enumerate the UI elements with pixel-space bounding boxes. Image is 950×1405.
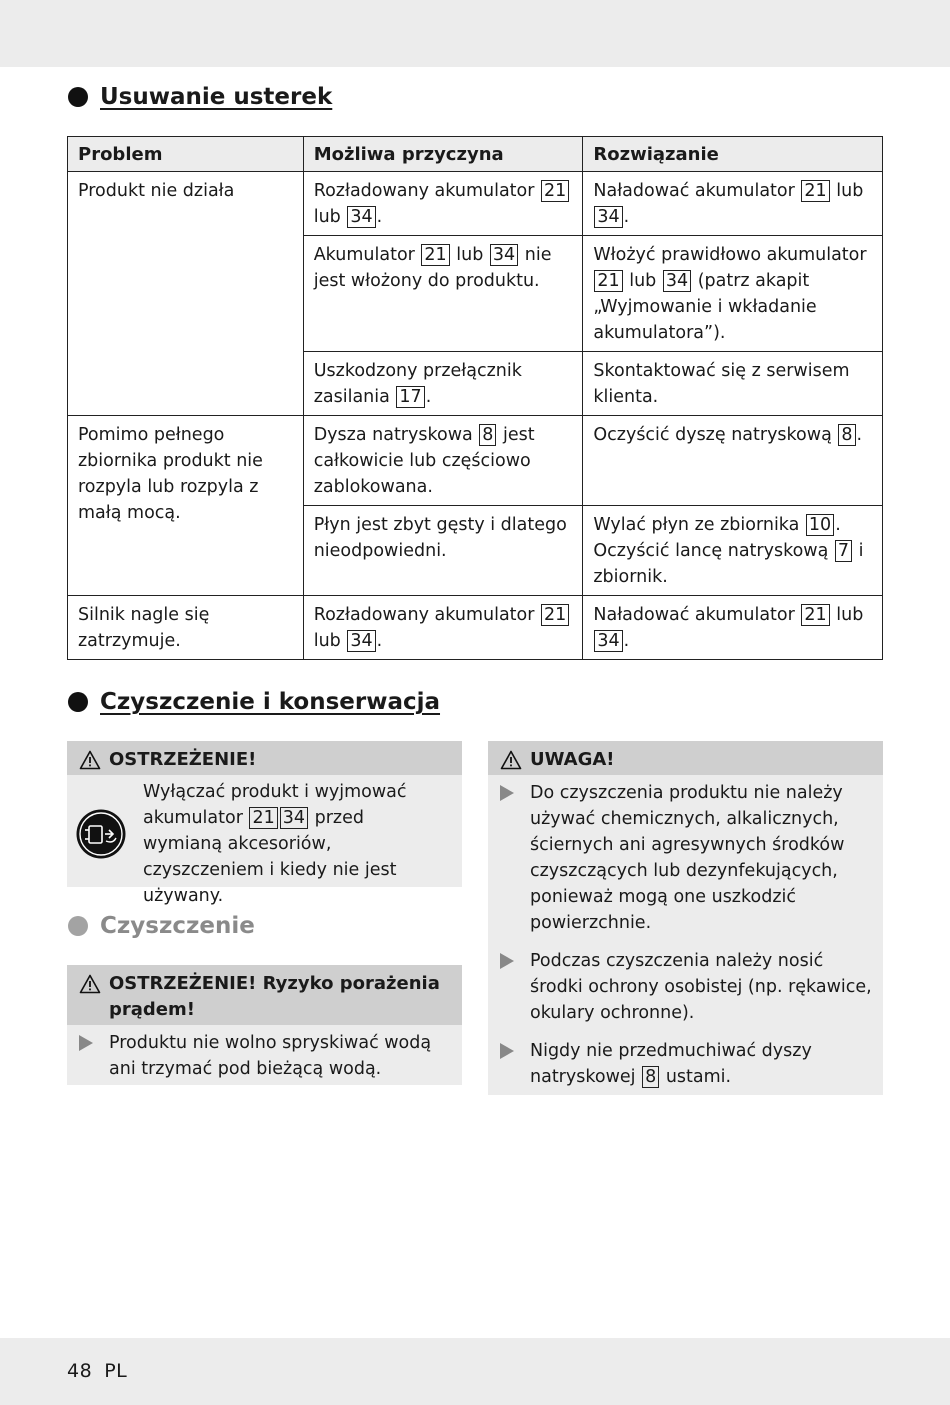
cell-text: Dysza natryskowa [313,425,479,445]
bullet-dot-icon [68,692,88,712]
cell-text: Rozładowany akumulator [313,181,540,201]
warning-text-part: Wyłączać produkt i wyjmować akumulator [143,782,407,828]
ref-number: 34 [280,807,308,829]
cell-text: Oczyścić dyszę natryskową [593,425,838,445]
page-number: 48 [67,1360,93,1382]
table-row [68,596,883,660]
cell-text: . Oczyścić lancę natryskową [593,515,841,561]
section-title: Czyszczenie i konserwacja [100,689,441,715]
bullet-dot-icon [68,916,88,936]
bullet-dot-icon [68,87,88,107]
ref-number: 34 [347,206,375,228]
cell-text: lub [830,605,864,625]
solution-cell [583,596,883,660]
cell-text: . [623,207,630,227]
bullet-text: Do czyszczenia produktu nie należy używać chemicznych, alkalicznych, ściernych ani agresywnych środków czyszczących lub dezynfekujących, ponieważ mogą one uszkodzić powierzchnie. [530,783,845,933]
cell-text: Akumulator [313,245,421,265]
warning-title: OSTRZEŻENIE! [109,749,257,770]
solution-cell [583,172,883,236]
warning-triangle-icon [79,974,101,994]
table-row [68,416,883,506]
electric-shock-warning-box [67,965,462,1085]
ref-number: 7 [835,540,852,562]
warning-text-part: przed wymianą akcesoriów, czyszczeniem i kiedy nie jest używany. [143,808,397,906]
problem-cell: Silnik nagle się zatrzymuje. [68,596,304,660]
cell-text: . [623,631,630,651]
cell-text: . [856,425,863,445]
cause-cell [303,506,583,596]
bullet-text-part: ustami. [665,1067,732,1087]
bullet-text: Podczas czyszczenia należy nosić środki ochrony osobistej (np. rękawice, okulary ochronne). [530,951,872,1023]
table-header-row [68,137,883,172]
bottom-band [0,1338,950,1405]
cell-text: (patrz akapit „Wyjmowanie i wkładanie akumulatora”). [593,271,817,343]
cell-text: i zbiornik. [593,541,864,587]
ref-number: 8 [479,424,496,446]
ref-number: 21 [249,807,277,829]
section-title: Czyszczenie [100,913,255,939]
warning-body [67,775,462,909]
ref-number: 8 [838,424,855,446]
cause-cell [303,596,583,660]
cell-text: Skontaktować się z serwisem klienta. [593,361,850,407]
cause-cell [303,172,583,236]
warning-triangle-icon [500,750,522,770]
warning-body [67,1025,462,1082]
cell-text: Naładować akumulator [593,181,801,201]
problem-cell: Pomimo pełnego zbiornika produkt nie rozpyla lub rozpyla z małą mocą. [68,416,304,596]
bullet-text [530,1038,873,1090]
column-header-cause: Możliwa przyczyna [303,137,583,172]
cell-text: lub [313,207,347,227]
warning-text [143,779,448,909]
caution-title: UWAGA! [530,749,615,770]
column-header-solution: Rozwiązanie [583,137,883,172]
solution-cell [583,506,883,596]
cell-text: . [376,207,383,227]
solution-cell [583,416,883,506]
cell-text: Naładować akumulator [593,605,801,625]
ref-number: 21 [421,244,449,266]
column-header-problem: Problem [68,137,304,172]
solution-cell [583,352,883,416]
caution-body [488,775,883,1090]
ref-number: 21 [801,180,829,202]
cell-text: . [425,387,432,407]
list-item [500,948,873,1026]
unplug-battery-icon [75,808,127,860]
cell-text: Rozładowany akumulator [313,605,540,625]
troubleshooting-table [67,136,883,660]
ref-number: 8 [642,1066,659,1088]
ref-number: 34 [594,206,622,228]
cell-text: Płyn jest zbyt gęsty i dlatego nieodpowiedni. [313,515,567,561]
language-code: PL [104,1360,128,1382]
cell-text: lub [450,245,489,265]
bullet-text-part: Nigdy nie przedmuchiwać dyszy natryskowej [530,1041,812,1087]
cell-text: Wylać płyn ze zbiornika [593,515,805,535]
list-item [79,1030,452,1082]
ref-number: 34 [594,630,622,652]
caution-header [488,741,883,775]
ref-number: 21 [801,604,829,626]
section-title: Usuwanie usterek [100,84,333,110]
arrow-bullet-icon [500,953,514,969]
cell-text: nie jest włożony do produktu. [313,245,552,291]
arrow-bullet-icon [500,785,514,801]
cell-text: . [376,631,383,651]
arrow-bullet-icon [79,1035,93,1051]
section-heading-troubleshooting [68,84,332,110]
warning-box [67,741,462,906]
ref-number: 34 [347,630,375,652]
cell-text: Włożyć prawidłowo akumulator [593,245,867,265]
cell-text: lub [830,181,864,201]
bullet-text: Produktu nie wolno spryskiwać wodą ani trzymać pod bieżącą wodą. [109,1033,432,1079]
solution-cell [583,236,883,352]
list-item [500,1038,873,1090]
ref-number: 10 [806,514,834,536]
top-band [0,0,950,67]
ref-number: 34 [663,270,691,292]
problem-cell: Produkt nie działa [68,172,304,416]
cell-text: lub [623,271,662,291]
arrow-bullet-icon [500,1043,514,1059]
ref-number: 21 [594,270,622,292]
warning-header [67,965,462,1025]
cause-cell [303,352,583,416]
warning-triangle-icon [79,750,101,770]
cause-cell [303,416,583,506]
table-row [68,172,883,236]
page-footer [67,1360,139,1382]
ref-number: 34 [490,244,518,266]
cell-text: Uszkodzony przełącznik zasilania [313,361,522,407]
ref-number: 17 [396,386,424,408]
cell-text: lub [313,631,347,651]
section-heading-cleaning [68,913,255,939]
caution-box [488,741,883,1095]
list-item [500,780,873,936]
warning-title: OSTRZEŻENIE! Ryzyko porażenia prądem! [109,973,440,1020]
ref-number: 21 [541,180,569,202]
cell-text: jest całkowicie lub częściowo zablokowana. [313,425,535,497]
section-heading-cleaning-maintenance [68,689,440,715]
warning-header [67,741,462,775]
cause-cell [303,236,583,352]
ref-number: 21 [541,604,569,626]
